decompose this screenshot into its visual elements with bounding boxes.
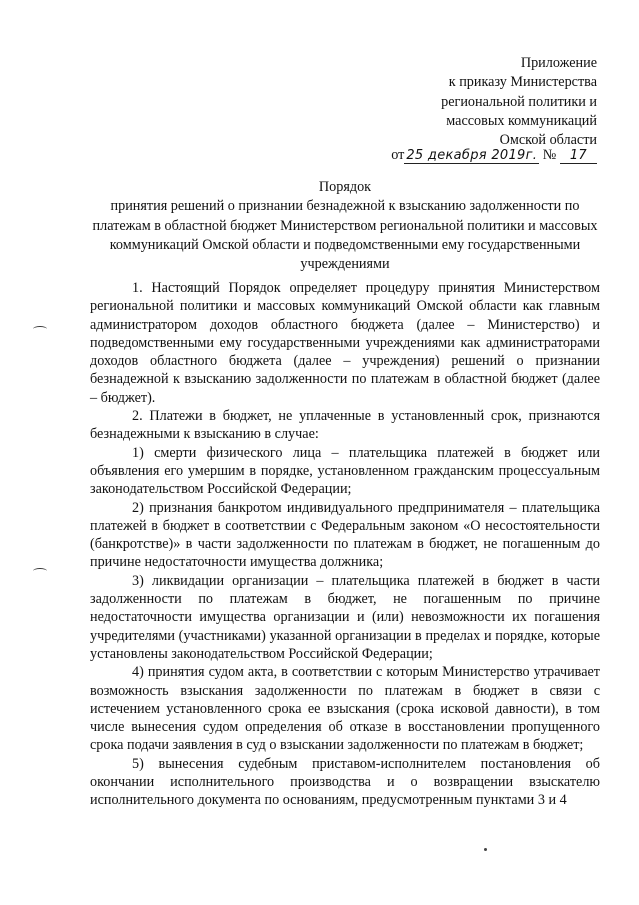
order-number-label: № — [542, 147, 557, 163]
appendix-header — [357, 54, 597, 150]
appendix-line: Омской области — [499, 132, 597, 149]
title-subtitle: принятия решений о признании безнадежной к взысканию задолженности по платежам в областной бюджет Министерством региональной политики и массовых коммуникаций Омской области и подведомственными ему государственными учреждениями — [92, 198, 598, 273]
title-heading: Порядок — [318, 179, 372, 195]
order-date-number — [297, 146, 597, 165]
appendix-line: Приложение — [520, 55, 597, 71]
order-date-prefix: от — [391, 147, 405, 163]
paragraph: 2) признания банкротом индивидуального предпринимателя – плательщика платежей в бюджет в соответствии с Федеральным законом «О несостоятельности (банкротстве)» в части задолженности по платежам в бюджет, не погашенным до причине недостаточности имущества должника; — [90, 499, 600, 571]
paragraph: 3) ликвидации организации – плательщика платежей в бюджет в части задолженности по платежам в бюджет, не погашенным по причине недостаточности имущества организации и (или) невозможности их погашения учредителями (участниками) указанной организации в пределах и порядке, которые установлены законодательством Российской Федерации; — [90, 572, 600, 662]
scan-speck — [484, 848, 487, 851]
punch-hole-mark — [33, 568, 47, 574]
appendix-line: массовых коммуникаций — [446, 112, 597, 129]
appendix-line: региональной политики и — [441, 93, 597, 110]
paragraph: 4) принятия судом акта, в соответствии с которым Министерство утрачивает возможность взыскания задолженности по платежам в бюджет в связи с истечением установленного срока ее взыскания (срока исковой давности), в том числе вынесения судом определения об отказе в восстановлении пропущенного срока подачи заявления в суд о взыскании задолженности по платежам в бюджет; — [90, 664, 600, 754]
document-body — [90, 279, 600, 810]
paragraph: 1. Настоящий Порядок определяет процедуру принятия Министерством региональной политики и массовых коммуникаций Омской области как главным администратором доходов областного бюджета (далее – Министерство) и подведомственными ему государственными учреждениями как администраторами доходов областного бюджета (далее – учреждения) решений о признании безнадежной к взысканию задолженности по платежам в областной бюджет (далее – бюджет). — [90, 280, 600, 406]
appendix-line: к приказу Министерства — [448, 74, 597, 91]
order-number-handwritten: 17 — [560, 148, 597, 164]
order-date-handwritten: 25 декабря 2019г. — [406, 148, 538, 163]
paragraph: 5) вынесения судебным приставом-исполнителем постановления об окончании исполнительного производства и о возвращении взыскателю исполнительного документа по основаниям, предусмотренным пунктами 3 и 4 — [90, 755, 600, 809]
paragraph: 2. Платежи в бюджет, не уплаченные в установленный срок, признаются безнадежными к взысканию в случае: — [90, 408, 600, 443]
paragraph: 1) смерти физического лица – плательщика платежей в бюджет или объявления его умершим в порядке, установленном гражданским процессуальным законодательством Российской Федерации; — [90, 444, 600, 498]
document-title — [90, 178, 600, 274]
punch-hole-mark — [33, 326, 47, 332]
